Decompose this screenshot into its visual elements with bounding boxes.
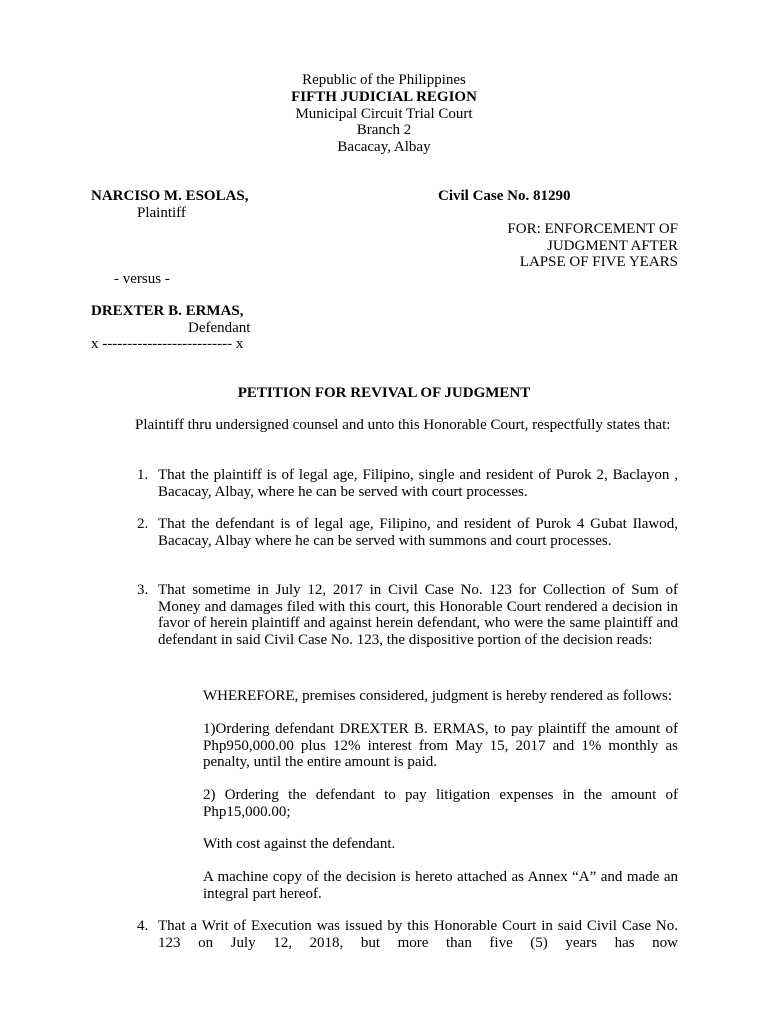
case-for-line1: FOR: ENFORCEMENT OF <box>507 221 678 237</box>
case-number: Civil Case No. 81290 <box>438 188 571 204</box>
header-branch: Branch 2 <box>356 122 412 138</box>
item-text: That sometime in July 12, 2017 in Civil Case No. 123 for Collection of Sum of Money and damages filed with this court, this Honorable Court rendered a decision in favor of herein plaintiff and against herein defendant, who were the same plaintiff and defendant in said Civil Case No. 123, the dispositive portion of the decision reads: <box>158 582 678 648</box>
quote-wherefore: WHEREFORE, premises considered, judgment is hereby rendered as follows: <box>203 688 673 704</box>
defendant-role: Defendant <box>188 320 251 336</box>
quote-order-2: 2) Ordering the defendant to pay litigation expenses in the amount of Php15,000.00; <box>203 787 678 820</box>
document-title: PETITION FOR REVIVAL OF JUDGMENT <box>237 385 531 401</box>
item-text: That the plaintiff is of legal age, Filipino, single and resident of Purok 2, Baclayon , Bacacay, Albay, where he can be served with court processes. <box>158 467 678 500</box>
defendant-name: DREXTER B. ERMAS, <box>91 303 244 319</box>
case-for-line2: JUDGMENT AFTER <box>547 238 678 254</box>
item-number: 2. <box>137 516 149 532</box>
quote-annex: A machine copy of the decision is hereto attached as Annex “A” and made an integral part hereof. <box>203 869 678 902</box>
case-for-line3: LAPSE OF FIVE YEARS <box>519 254 678 270</box>
caption-divider: x -------------------------- x <box>91 336 244 352</box>
plaintiff-role: Plaintiff <box>137 205 186 221</box>
item-text: That a Writ of Execution was issued by this Honorable Court in said Civil Case No. 123 on July 12, 2018, but more than five (5) years has now <box>158 918 678 951</box>
quote-cost: With cost against the defendant. <box>203 836 396 852</box>
plaintiff-name: NARCISO M. ESOLAS, <box>91 188 249 204</box>
quote-order-1: 1)Ordering defendant DREXTER B. ERMAS, to pay plaintiff the amount of Php950,000.00 plus 12% interest from May 15, 2017 and 1% monthly as penalty, until the entire amount is paid. <box>203 721 678 770</box>
intro-paragraph: Plaintiff thru undersigned counsel and unto this Honorable Court, respectfully states that: <box>135 417 671 433</box>
item-number: 1. <box>137 467 149 483</box>
item-number: 4. <box>137 918 149 934</box>
item-number: 3. <box>137 582 149 598</box>
header-region: FIFTH JUDICIAL REGION <box>291 89 477 105</box>
header-location: Bacacay, Albay <box>337 139 431 155</box>
versus-label: - versus - <box>114 271 170 287</box>
item-text: That the defendant is of legal age, Filipino, and resident of Purok 4 Gubat Ilawod, Bacacay, Albay where he can be served with summons and court processes. <box>158 516 678 549</box>
header-republic: Republic of the Philippines <box>302 72 466 88</box>
header-court: Municipal Circuit Trial Court <box>295 106 473 122</box>
